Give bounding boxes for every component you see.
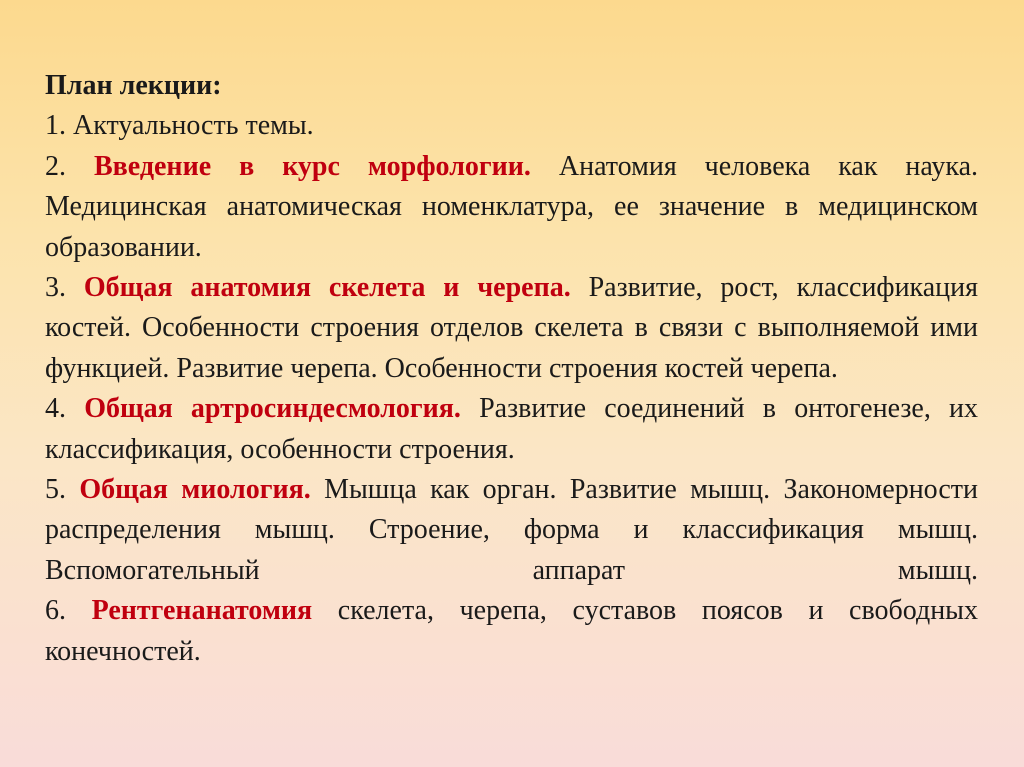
item-topic-highlight: Введение в курс морфологии. [93, 150, 531, 182]
item-text: Развитие, рост, классификация костей. Особенности строения отделов скелета в связи с выполняемой ими функцией. Развитие черепа. Особенности строения костей черепа. [45, 272, 979, 384]
item-text: скелета, черепа, суставов поясов и свободных конечностей. [45, 595, 978, 667]
item-number: 4. [45, 393, 66, 425]
item-number: 3. [45, 272, 66, 304]
plan-item-2 [45, 147, 978, 268]
item-number: 1. [45, 110, 66, 142]
plan-item-1 [45, 106, 978, 146]
lecture-plan-slide [45, 66, 978, 672]
plan-item-6 [45, 591, 978, 672]
item-topic-highlight: Общая анатомия скелета и черепа. [83, 272, 571, 304]
item-topic-highlight: Общая артросиндесмология. [84, 393, 461, 425]
plan-item-4 [45, 389, 978, 470]
plan-item-5 [45, 470, 978, 591]
item-number: 6. [45, 595, 66, 627]
plan-item-3 [45, 268, 978, 389]
item-number: 5. [45, 474, 66, 506]
item-text: Мышца как орган. Развитие мышц. Закономерности распределения мышц. Строение, форма и классификация мышц. Вспомогательный аппарат мышц. [45, 474, 979, 586]
item-number: 2. [45, 150, 66, 182]
item-text: Актуальность темы. [73, 110, 314, 142]
item-text: Развитие соединений в онтогенезе, их классификация, особенности строения. [45, 393, 979, 465]
item-topic-highlight: Общая миология. [79, 474, 311, 506]
item-topic-highlight: Рентгенанатомия [91, 595, 313, 627]
item-text: Анатомия человека как наука. Медицинская анатомическая номенклатура, ее значение в медицинском образовании. [45, 150, 979, 263]
slide-heading: План лекции: [45, 70, 222, 101]
